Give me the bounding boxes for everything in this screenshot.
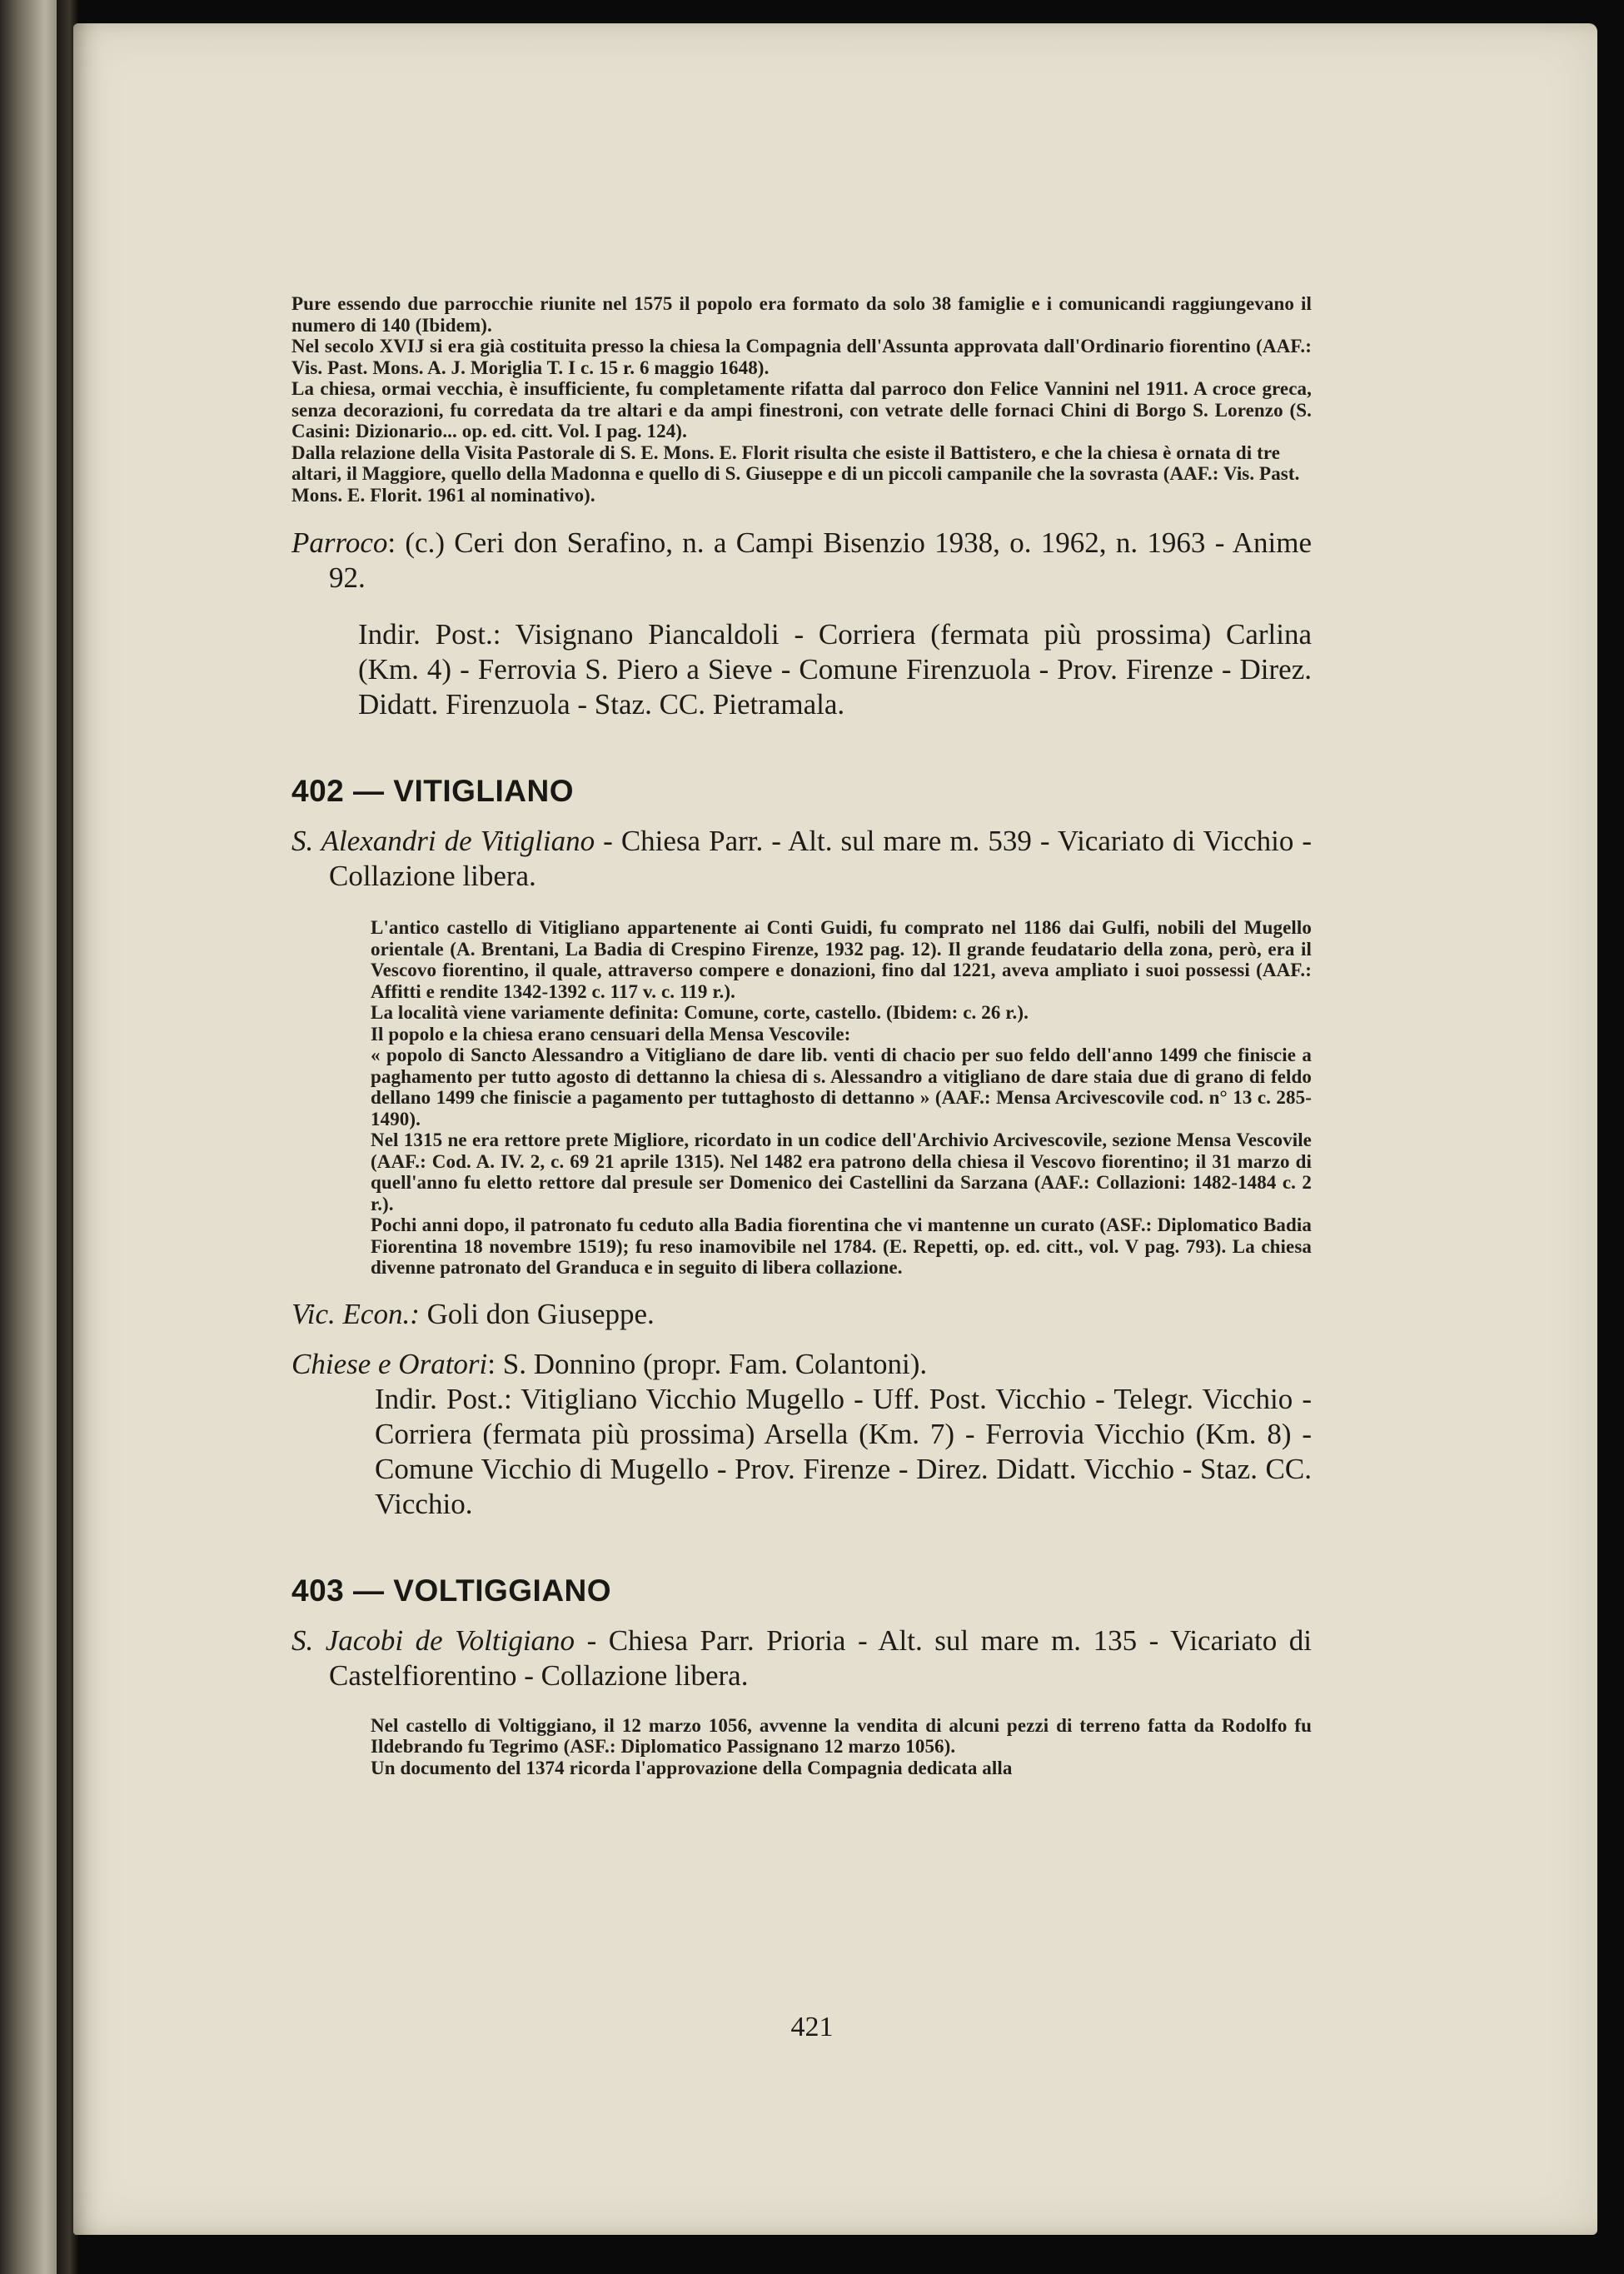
vic-econ-text: Goli don Giuseppe. xyxy=(419,1297,655,1330)
indir-post-1 xyxy=(291,617,1312,722)
entry-402-note: Pochi anni dopo, il patronato fu ceduto alla Badia fiorentina che vi mantenne un curato (ASF.: Diplomatico Badia Fiorentina 18 novembre 1519); fu reso inamovibile nel 1784. (E. Repetti, op. ed. citt., vol. V pag. 793). La chiesa divenne patronato del Granduca e in seguito di libera collazione. xyxy=(371,1214,1312,1278)
indir-post-1-text: Indir. Post.: Visignano Piancaldoli - Corriera (fermata più prossima) Carlina (Km. 4) - Ferrovia S. Piero a Sieve - Comune Firenzuola - Prov. Firenze - Direz. Didatt. Firenzuola - Staz. CC. Pietramala. xyxy=(358,618,1312,721)
page-number: 421 xyxy=(790,2012,834,2042)
entry-402-heading: 402 — VITIGLIANO xyxy=(291,774,575,808)
entry-403-notes xyxy=(291,1715,1312,1779)
parroco-text: : (c.) Ceri don Serafino, n. a Campi Bisenzio 1938, o. 1962, n. 1963 - Anime 92. xyxy=(329,526,1312,594)
indir-post-402 xyxy=(291,1382,1312,1522)
chiese-oratori-text: : S. Donnino (propr. Fam. Colantoni). xyxy=(487,1347,928,1380)
entry-402-note: Il popolo e la chiesa erano censuari della Mensa Vescovile: xyxy=(371,1023,851,1045)
entry-402-title xyxy=(291,824,1312,894)
intro-note: La chiesa, ormai vecchia, è insufficiente, fu completamente rifatta dal parroco don Felice Vannini nel 1911. A croce greca, senza decorazioni, fu corredata da tre altari e da ampi finestroni, con vetrate delle fornaci Chini di Borgo S. Lorenzo (S. Casini: Dizionario... op. ed. citt. Vol. I pag. 124). xyxy=(291,378,1312,441)
entry-403-title-italic: S. Jacobi de Voltigiano xyxy=(291,1623,575,1657)
entry-403-note: Un documento del 1374 ricorda l'approvazione della Compagnia dedicata alla xyxy=(371,1757,1013,1778)
entry-402-title-italic: S. Alexandri de Vitigliano xyxy=(291,825,595,857)
entry-402-note: Nel 1315 ne era rettore prete Migliore, ricordato in un codice dell'Archivio Arcivescovile, sezione Mensa Vescovile (AAF.: Cod. A. IV. 2, c. 69 21 aprile 1315). Nel 1482 era patrono della chiesa il Vescovo fiorentino; il 31 marzo di quell'anno fu eletto rettore dal presule ser Domenico dei Castellini da Sarzana (AAF.: Collazioni: 1482-1484 c. 2 r.). xyxy=(371,1130,1312,1214)
intro-note: Nel secolo XVIJ si era già costituita presso la chiesa la Compagnia dell'Assunta approvata dall'Ordinario fiorentino (AAF.: Vis. Past. Mons. A. J. Moriglia T. I c. 15 r. 6 maggio 1648). xyxy=(291,336,1312,378)
vic-econ-label: Vic. Econ.: xyxy=(291,1297,420,1330)
left-page-edge xyxy=(0,0,60,2274)
entry-402-note: « popolo di Sancto Alessandro a Vitigliano de dare lib. venti di chacio per suo feldo dell'anno 1499 che finiscie a paghamento per tutto agosto di dettanno la chiesa di s. Alessandro a vitigliano de dare staia due di grano di feldo dellano 1499 che finiscie a pagamento per tuttaghosto di dettanno » (AAF.: Mensa Arcivescovile cod. n° 13 c. 285-1490). xyxy=(371,1045,1312,1130)
vic-econ-line xyxy=(291,1297,1312,1332)
entry-402-title-rest: - Chiesa Parr. - Alt. sul mare m. 539 - Vicariato di Vicchio - Collazione libera. xyxy=(329,825,1312,892)
chiese-oratori-label: Chiese e Oratori xyxy=(291,1347,488,1380)
intro-note: Dalla relazione della Visita Pastorale di S. E. Mons. E. Florit risulta che esiste il Battistero, e che la chiesa è ornata di tre altari, il Maggiore, quello della Madonna e quello di S. Giuseppe e di un piccoli campanile che la sovrasta (AAF.: Vis. Past. Mons. E. Florit. 1961 al nominativo). xyxy=(291,441,1300,506)
page-content xyxy=(291,293,1312,1778)
entry-402-notes xyxy=(291,917,1312,1279)
parroco-label: Parroco xyxy=(291,526,388,559)
intro-notes xyxy=(291,293,1312,506)
parroco-line xyxy=(291,526,1312,596)
entry-402-note: La località viene variamente definita: Comune, corte, castello. (Ibidem: c. 26 r.). xyxy=(371,1002,1029,1023)
entry-403-heading: 403 — VOLTIGGIANO xyxy=(291,1573,612,1608)
entry-403-title-rest: - Chiesa Parr. Prioria - Alt. sul mare m. 135 - Vicariato di Castelfiorentino - Collazione libera. xyxy=(329,1623,1313,1692)
entry-403-title xyxy=(291,1623,1312,1693)
intro-note: Pure essendo due parrocchie riunite nel 1575 il popolo era formato da solo 38 famiglie e i comunicandi raggiungevano il numero di 140 (Ibidem). xyxy=(291,293,1312,336)
chiese-oratori-line xyxy=(291,1347,1312,1382)
entry-403-note: Nel castello di Voltiggiano, il 12 marzo 1056, avvenne la vendita di alcuni pezzi di terreno fatta da Rodolfo fu Ildebrando fu Tegrimo (ASF.: Diplomatico Passignano 12 marzo 1056). xyxy=(371,1714,1312,1757)
entry-402-note: L'antico castello di Vitigliano appartenente ai Conti Guidi, fu comprato nel 1186 dai Gulfi, nobili del Mugello orientale (A. Brentani, La Badia di Crespino Firenze, 1932 pag. 12). Il grande feudatario della zona, però, era il Vescovo fiorentino, il quale, attraverso compere e donazioni, fino dal 1221, aveva ampliato i suoi possessi (AAF.: Affitti e rendite 1342-1392 c. 117 v. c. 119 r.). xyxy=(371,917,1312,1002)
indir-post-402-text: Indir. Post.: Vitigliano Vicchio Mugello - Uff. Post. Vicchio - Telegr. Vicchio - Corriera (fermata più prossima) Arsella (Km. 7) - Ferrovia Vicchio (Km. 8) - Comune Vicchio di Mugello - Prov. Firenze - Direz. Didatt. Vicchio - Staz. CC. Vicchio. xyxy=(375,1382,1312,1520)
